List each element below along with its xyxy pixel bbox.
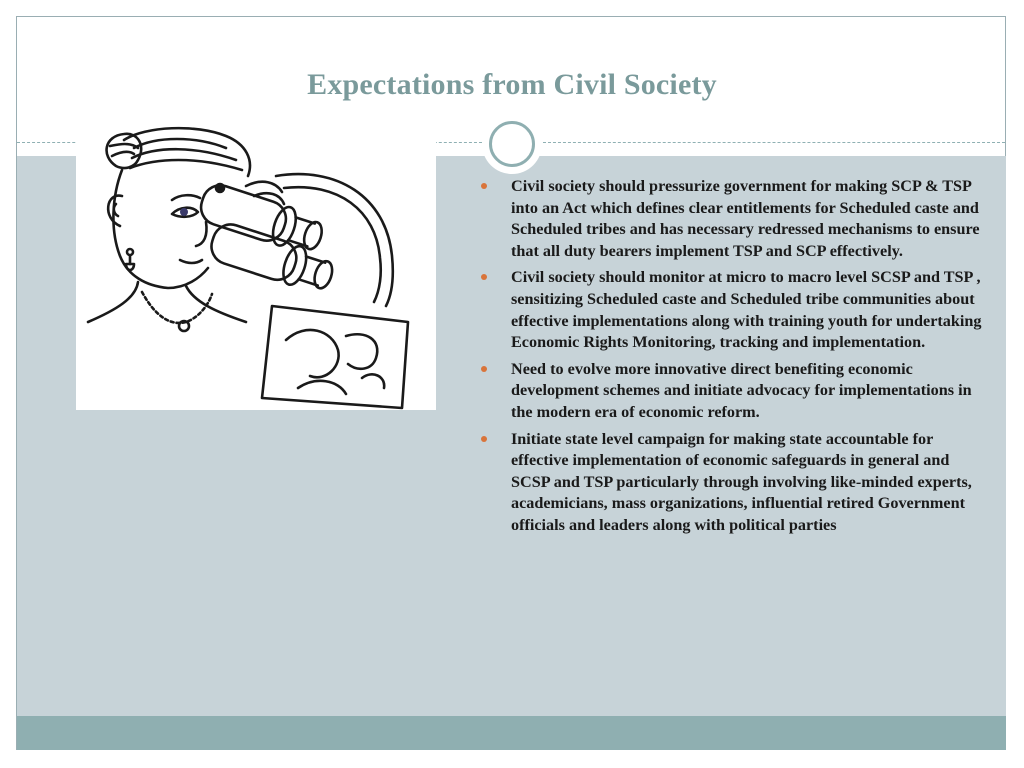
- woman-with-binoculars-icon: [76, 126, 436, 410]
- footer-band: [17, 716, 1006, 750]
- bullet-item: [480, 429, 990, 537]
- ring-inner: [489, 121, 535, 167]
- bullet-marker-icon: [481, 274, 487, 280]
- bullet-list: [480, 176, 990, 542]
- slide-title: Expectations from Civil Society: [307, 68, 717, 101]
- bullet-marker-icon: [481, 366, 487, 372]
- ring-ornament-icon: [482, 114, 542, 174]
- bullet-text: Initiate state level campaign for making state accountable for effective implementation of economic safeguards in general and SCSP and TSP particularly through involving like-minded experts, academicians, mass organizations, influential retired Government officials and leaders along with political parties: [511, 429, 972, 534]
- binoculars-illustration: [76, 126, 436, 410]
- divider-right: [538, 142, 1005, 143]
- bullet-text: Need to evolve more innovative direct benefiting economic development schemes and initiate advocacy for implementations in the modern era of economic reform.: [511, 359, 972, 421]
- bullet-item: [480, 267, 990, 353]
- bullet-marker-icon: [481, 183, 487, 189]
- bullet-item: [480, 176, 990, 262]
- bullet-text: Civil society should monitor at micro to macro level SCSP and TSP , sensitizing Scheduled caste and Scheduled tribe communities about effective implementations along with training youth for undertaking Economic Rights Monitoring, tracking and implementation.: [511, 268, 982, 352]
- bullet-text: Civil society should pressurize government for making SCP & TSP into an Act which defines clear entitlements for Scheduled caste and Scheduled tribes and has necessary redressed mechanisms to ensure that all duty bearers implement TSP and SCP effectively.: [511, 177, 980, 260]
- bullet-marker-icon: [481, 436, 487, 442]
- bullet-item: [480, 359, 990, 424]
